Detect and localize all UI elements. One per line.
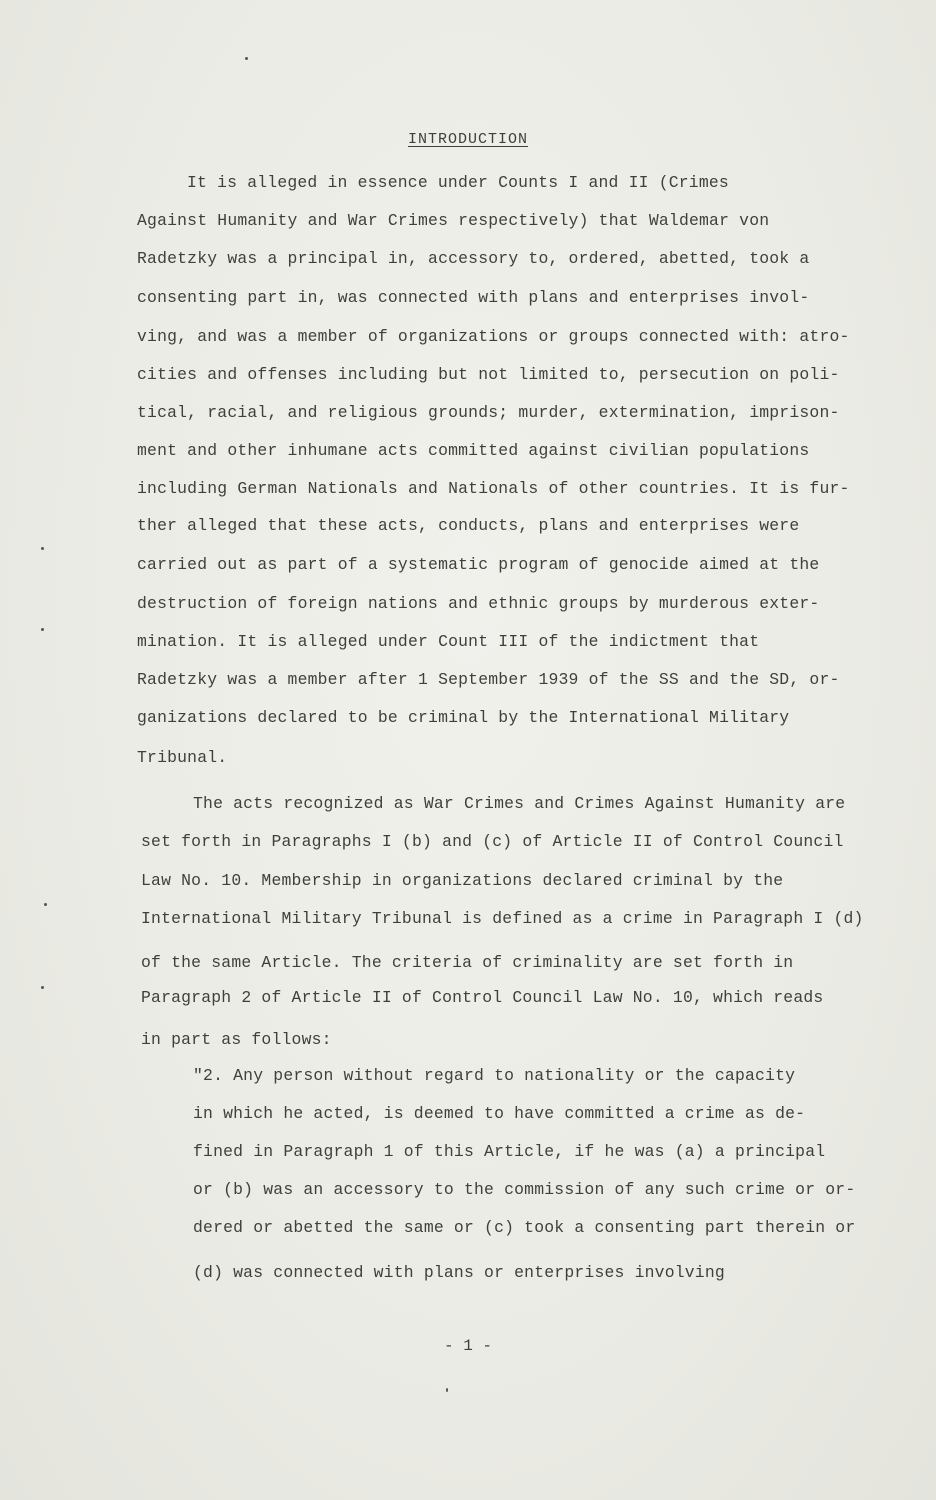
text-line: ment and other inhumane acts committed against civilian populations: [137, 441, 810, 460]
text-line: Paragraph 2 of Article II of Control Council Law No. 10, which reads: [141, 988, 824, 1007]
page-number: - 1 -: [443, 1337, 492, 1355]
text-line: including German Nationals and Nationals of other countries. It is fur-: [137, 479, 850, 498]
text-line: Against Humanity and War Crimes respectively) that Waldemar von: [137, 211, 770, 230]
text-line: set forth in Paragraphs I (b) and (c) of Article II of Control Council: [141, 832, 844, 851]
text-line: The acts recognized as War Crimes and Crimes Against Humanity are: [193, 794, 846, 813]
text-line: Radetzky was a member after 1 September 1939 of the SS and the SD, or-: [137, 670, 840, 689]
text-line: Radetzky was a principal in, accessory to, ordered, abetted, took a: [137, 249, 810, 268]
scan-speck: [41, 547, 44, 550]
text-line: ganizations declared to be criminal by the International Military: [137, 708, 790, 727]
text-line: in part as follows:: [141, 1030, 332, 1049]
scan-speck: [41, 628, 44, 631]
text-line: consenting part in, was connected with plans and enterprises invol-: [137, 288, 810, 307]
quote-line: "2. Any person without regard to nationality or the capacity: [193, 1066, 796, 1085]
text-line: destruction of foreign nations and ethnic groups by murderous exter-: [137, 594, 820, 613]
scan-speck: [41, 986, 44, 989]
scan-speck: [446, 1388, 448, 1392]
text-line: cities and offenses including but not limited to, persecution on poli-: [137, 365, 840, 384]
text-line: carried out as part of a systematic program of genocide aimed at the: [137, 555, 820, 574]
text-line: ving, and was a member of organizations or groups connected with: atro-: [137, 327, 850, 346]
scan-speck: [44, 903, 47, 906]
text-line: It is alleged in essence under Counts I and II (Crimes: [187, 173, 729, 192]
quote-line: fined in Paragraph 1 of this Article, if he was (a) a principal: [193, 1142, 826, 1161]
text-line: Law No. 10. Membership in organizations declared criminal by the: [141, 871, 784, 890]
text-line: International Military Tribunal is defined as a crime in Paragraph I (d): [141, 909, 864, 928]
text-line: Tribunal.: [137, 748, 228, 767]
text-line: ther alleged that these acts, conducts, plans and enterprises were: [137, 516, 800, 535]
text-line: tical, racial, and religious grounds; murder, extermination, imprison-: [137, 403, 840, 422]
quote-line: dered or abetted the same or (c) took a consenting part therein or: [193, 1218, 856, 1237]
quote-line: (d) was connected with plans or enterprises involving: [193, 1263, 725, 1282]
page-title: INTRODUCTION: [407, 131, 529, 148]
scan-speck: [245, 57, 248, 60]
quote-line: in which he acted, is deemed to have committed a crime as de-: [193, 1104, 806, 1123]
quote-line: or (b) was an accessory to the commission of any such crime or or-: [193, 1180, 856, 1199]
text-line: mination. It is alleged under Count III of the indictment that: [137, 632, 760, 651]
text-line: of the same Article. The criteria of criminality are set forth in: [141, 953, 794, 972]
